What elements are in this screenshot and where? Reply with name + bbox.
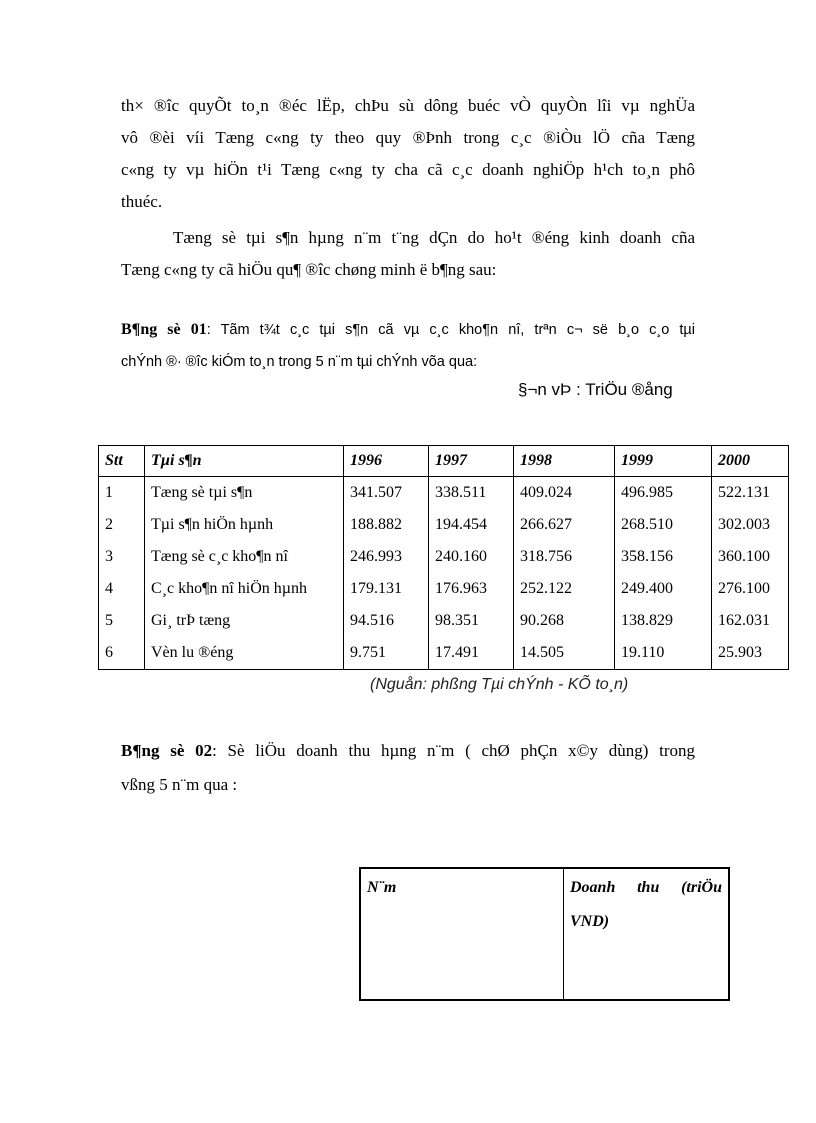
table-cell: 522.131 bbox=[712, 477, 789, 510]
table-row bbox=[99, 605, 789, 637]
text-line: Tæng c«ng ty cã hiÖu qu¶ ®îc chøng minh ë b¶ng sau: bbox=[121, 260, 497, 279]
table-cell: 240.160 bbox=[429, 541, 514, 573]
table1-caption bbox=[121, 314, 695, 378]
table-cell: 138.829 bbox=[615, 605, 712, 637]
text-line: thuéc. bbox=[121, 192, 163, 211]
table-cell: 2 bbox=[99, 509, 145, 541]
table-cell: 90.268 bbox=[514, 605, 615, 637]
table-header-row bbox=[99, 446, 789, 477]
table-cell: 266.627 bbox=[514, 509, 615, 541]
table-cell: Gi¸ trÞ tæng bbox=[145, 605, 344, 637]
table-cell: 360.100 bbox=[712, 541, 789, 573]
table-cell: 246.993 bbox=[344, 541, 429, 573]
table-cell: Tµi s¶n hiÖn hµnh bbox=[145, 509, 344, 541]
table2-caption-text: : Sè liÖu doanh thu hµng n¨m ( chØ phÇn x©y dùng) trong bbox=[212, 741, 695, 760]
table-row bbox=[99, 477, 789, 510]
table-cell: 19.110 bbox=[615, 637, 712, 670]
table-cell: 94.516 bbox=[344, 605, 429, 637]
table-cell: 4 bbox=[99, 573, 145, 605]
table-cell: 496.985 bbox=[615, 477, 712, 510]
table-cell: 276.100 bbox=[712, 573, 789, 605]
unit-label: §¬n vÞ : TriÖu ®ång bbox=[518, 380, 673, 399]
table-cell: Vèn lu ®éng bbox=[145, 637, 344, 670]
table-cell: 25.903 bbox=[712, 637, 789, 670]
text-line: Tæng sè tµi s¶n hµng n¨m t¨ng dÇn do ho¹t ®éng kinh doanh cña bbox=[173, 228, 695, 247]
table-row bbox=[99, 573, 789, 605]
revenue-table bbox=[359, 867, 730, 1001]
table2-caption-label: B¶ng sè 02 bbox=[121, 741, 213, 760]
header-cell: N¨m bbox=[360, 868, 564, 1000]
table-cell: 194.454 bbox=[429, 509, 514, 541]
table-cell: C¸c kho¶n nî hiÖn hµnh bbox=[145, 573, 344, 605]
assets-table bbox=[98, 445, 789, 670]
table-cell: 358.156 bbox=[615, 541, 712, 573]
table-cell: 302.003 bbox=[712, 509, 789, 541]
table2-caption bbox=[121, 734, 695, 802]
table2-caption-text-2: vßng 5 n¨m qua : bbox=[121, 775, 238, 794]
table-cell: 409.024 bbox=[514, 477, 615, 510]
table1-caption-text-2: chÝnh ®· ®îc kiÓm to¸n trong 5 n¨m tµi chÝnh võa qua: bbox=[121, 354, 478, 370]
table-cell: Tæng sè tµi s¶n bbox=[145, 477, 344, 510]
header-cell: 1996 bbox=[344, 446, 429, 477]
table-cell: 5 bbox=[99, 605, 145, 637]
table-cell: 17.491 bbox=[429, 637, 514, 670]
assets-paragraph bbox=[121, 222, 695, 286]
table-header-row bbox=[360, 868, 729, 1000]
header-cell: 1997 bbox=[429, 446, 514, 477]
header-cell: Tµi s¶n bbox=[145, 446, 344, 477]
table-cell: 252.122 bbox=[514, 573, 615, 605]
table-cell: 9.751 bbox=[344, 637, 429, 670]
table-cell: 338.511 bbox=[429, 477, 514, 510]
table-cell: Tæng sè c¸c kho¶n nî bbox=[145, 541, 344, 573]
table-cell: 188.882 bbox=[344, 509, 429, 541]
table-row bbox=[99, 541, 789, 573]
table-cell: 249.400 bbox=[615, 573, 712, 605]
table-cell: 3 bbox=[99, 541, 145, 573]
table-cell: 341.507 bbox=[344, 477, 429, 510]
header-cell: 1999 bbox=[615, 446, 712, 477]
text-line: c«ng ty vµ hiÖn t¹i Tæng c«ng ty cha cã c¸c doanh nghiÖp h¹ch to¸n phô bbox=[121, 160, 695, 179]
table-cell: 14.505 bbox=[514, 637, 615, 670]
table-cell: 176.963 bbox=[429, 573, 514, 605]
table1-caption-label: B¶ng sè 01 bbox=[121, 321, 207, 338]
header-cell: 2000 bbox=[712, 446, 789, 477]
table-cell: 318.756 bbox=[514, 541, 615, 573]
table-cell: 1 bbox=[99, 477, 145, 510]
table-cell: 268.510 bbox=[615, 509, 712, 541]
table-cell: 6 bbox=[99, 637, 145, 670]
header-cell: Doanh thu (triÖu VND) bbox=[564, 868, 730, 1000]
text-line: th× ®îc quyÕt to¸n ®éc lËp, chÞu sù dông buéc vÒ quyÒn lîi vµ nghÜa bbox=[121, 96, 695, 115]
table1-caption-text: : Tãm t¾t c¸c tµi s¶n cã vµ c¸c kho¶n nî, trªn c¬ së b¸o c¸o tµi bbox=[206, 322, 695, 338]
intro-paragraph bbox=[121, 90, 695, 218]
table-cell: 98.351 bbox=[429, 605, 514, 637]
table-cell: 179.131 bbox=[344, 573, 429, 605]
table-cell: 162.031 bbox=[712, 605, 789, 637]
header-cell: Stt bbox=[99, 446, 145, 477]
table-row bbox=[99, 509, 789, 541]
table1-source: (Nguån: phßng Tµi chÝnh - KÕ to¸n) bbox=[370, 676, 629, 693]
text-line: vô ®èi víi Tæng c«ng ty theo quy ®Þnh trong c¸c ®iÒu lÖ cña Tæng bbox=[121, 128, 695, 147]
table-row bbox=[99, 637, 789, 670]
header-cell: 1998 bbox=[514, 446, 615, 477]
